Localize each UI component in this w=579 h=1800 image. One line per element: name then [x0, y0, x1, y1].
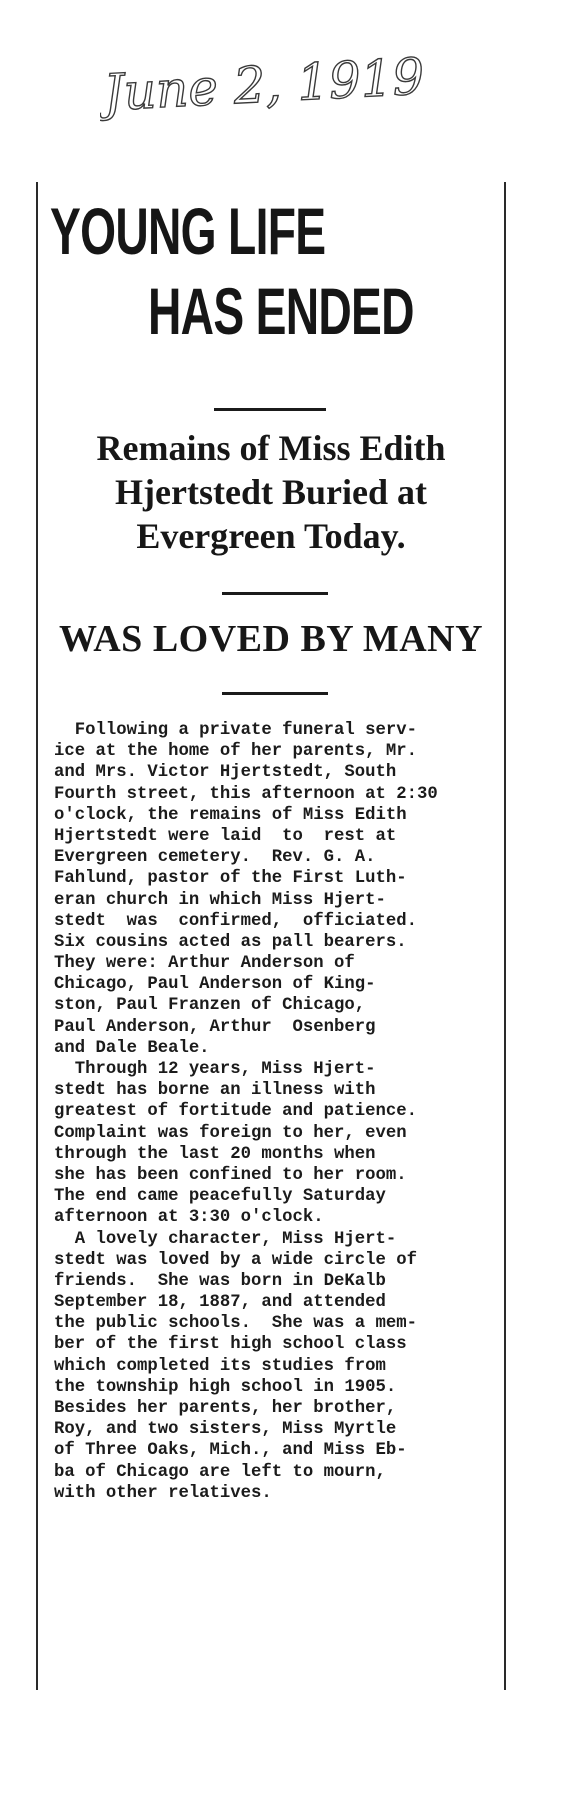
article-line: and Dale Beale.: [54, 1038, 210, 1058]
handwritten-date-drawing: [100, 42, 430, 132]
article-line: Six cousins acted as pall bearers.: [54, 932, 407, 952]
divider-rule: [222, 592, 328, 595]
article-line: Chicago, Paul Anderson of King-: [54, 975, 376, 995]
article-body: [54, 720, 496, 1504]
headline-line-1: YOUNG LIFE: [50, 194, 326, 268]
article-line: Fahlund, pastor of the First Luth-: [54, 869, 407, 889]
article-line: September 18, 1887, and attended: [54, 1293, 386, 1313]
article-line: stedt was loved by a wide circle of: [54, 1250, 417, 1270]
column-rule-left: [36, 182, 38, 1690]
article-line: Hjertstedt were laid to rest at: [54, 826, 397, 846]
kicker-heading: WAS LOVED BY MANY: [58, 618, 484, 660]
article-line: ston, Paul Franzen of Chicago,: [54, 996, 366, 1016]
article-line: Roy, and two sisters, Miss Myrtle: [54, 1420, 397, 1440]
article-line: The end came peacefully Saturday: [54, 1187, 386, 1207]
article-line: she has been confined to her room.: [54, 1165, 407, 1185]
article-line: which completed its studies from: [54, 1356, 386, 1376]
article-line: Following a private funeral serv-: [54, 721, 417, 740]
subheadline: [46, 426, 496, 558]
subheadline-line-2: Hjertstedt Buried at: [115, 472, 427, 512]
article-line: Paul Anderson, Arthur Osenberg: [54, 1017, 376, 1037]
divider-rule: [222, 692, 328, 695]
divider-rule: [214, 408, 326, 411]
article-line: and Mrs. Victor Hjertstedt, South: [54, 763, 397, 783]
article-line: the public schools. She was a mem-: [54, 1314, 417, 1334]
article-line: stedt was confirmed, officiated.: [54, 911, 417, 931]
article-line: ice at the home of her parents, Mr.: [54, 742, 417, 762]
subheadline-line-1: Remains of Miss Edith: [96, 428, 446, 468]
article-line: They were: Arthur Anderson of: [54, 954, 355, 974]
article-line: of Three Oaks, Mich., and Miss Eb-: [54, 1441, 407, 1461]
article-line: A lovely character, Miss Hjert-: [54, 1229, 397, 1249]
headline-line-2: HAS ENDED: [148, 274, 414, 348]
article-line: Fourth street, this afternoon at 2:30: [54, 784, 438, 804]
article-line: friends. She was born in DeKalb: [54, 1271, 386, 1291]
article-line: Complaint was foreign to her, even: [54, 1123, 407, 1143]
article-line: greatest of fortitude and patience.: [54, 1102, 417, 1122]
article-line: o'clock, the remains of Miss Edith: [54, 805, 407, 825]
subheadline-line-3: Evergreen Today.: [136, 516, 406, 556]
column-rule-right: [504, 182, 506, 1690]
article-line: through the last 20 months when: [54, 1144, 376, 1164]
article-line: stedt has borne an illness with: [54, 1081, 376, 1101]
article-line: Through 12 years, Miss Hjert-: [54, 1060, 376, 1079]
article-line: Besides her parents, her brother,: [54, 1399, 397, 1418]
article-line: with other relatives.: [54, 1483, 272, 1503]
article-line: ber of the first high school class: [54, 1335, 407, 1355]
article-line: the township high school in 1905.: [54, 1377, 397, 1397]
handwritten-date-text: June 2, 1919: [102, 47, 426, 123]
article-line: eran church in which Miss Hjert-: [54, 890, 386, 910]
article-line: ba of Chicago are left to mourn,: [54, 1462, 386, 1482]
article-line: afternoon at 3:30 o'clock.: [54, 1208, 324, 1228]
handwritten-date: [100, 42, 430, 132]
article-line: Evergreen cemetery. Rev. G. A.: [54, 848, 376, 868]
newspaper-clipping: [36, 182, 506, 1690]
